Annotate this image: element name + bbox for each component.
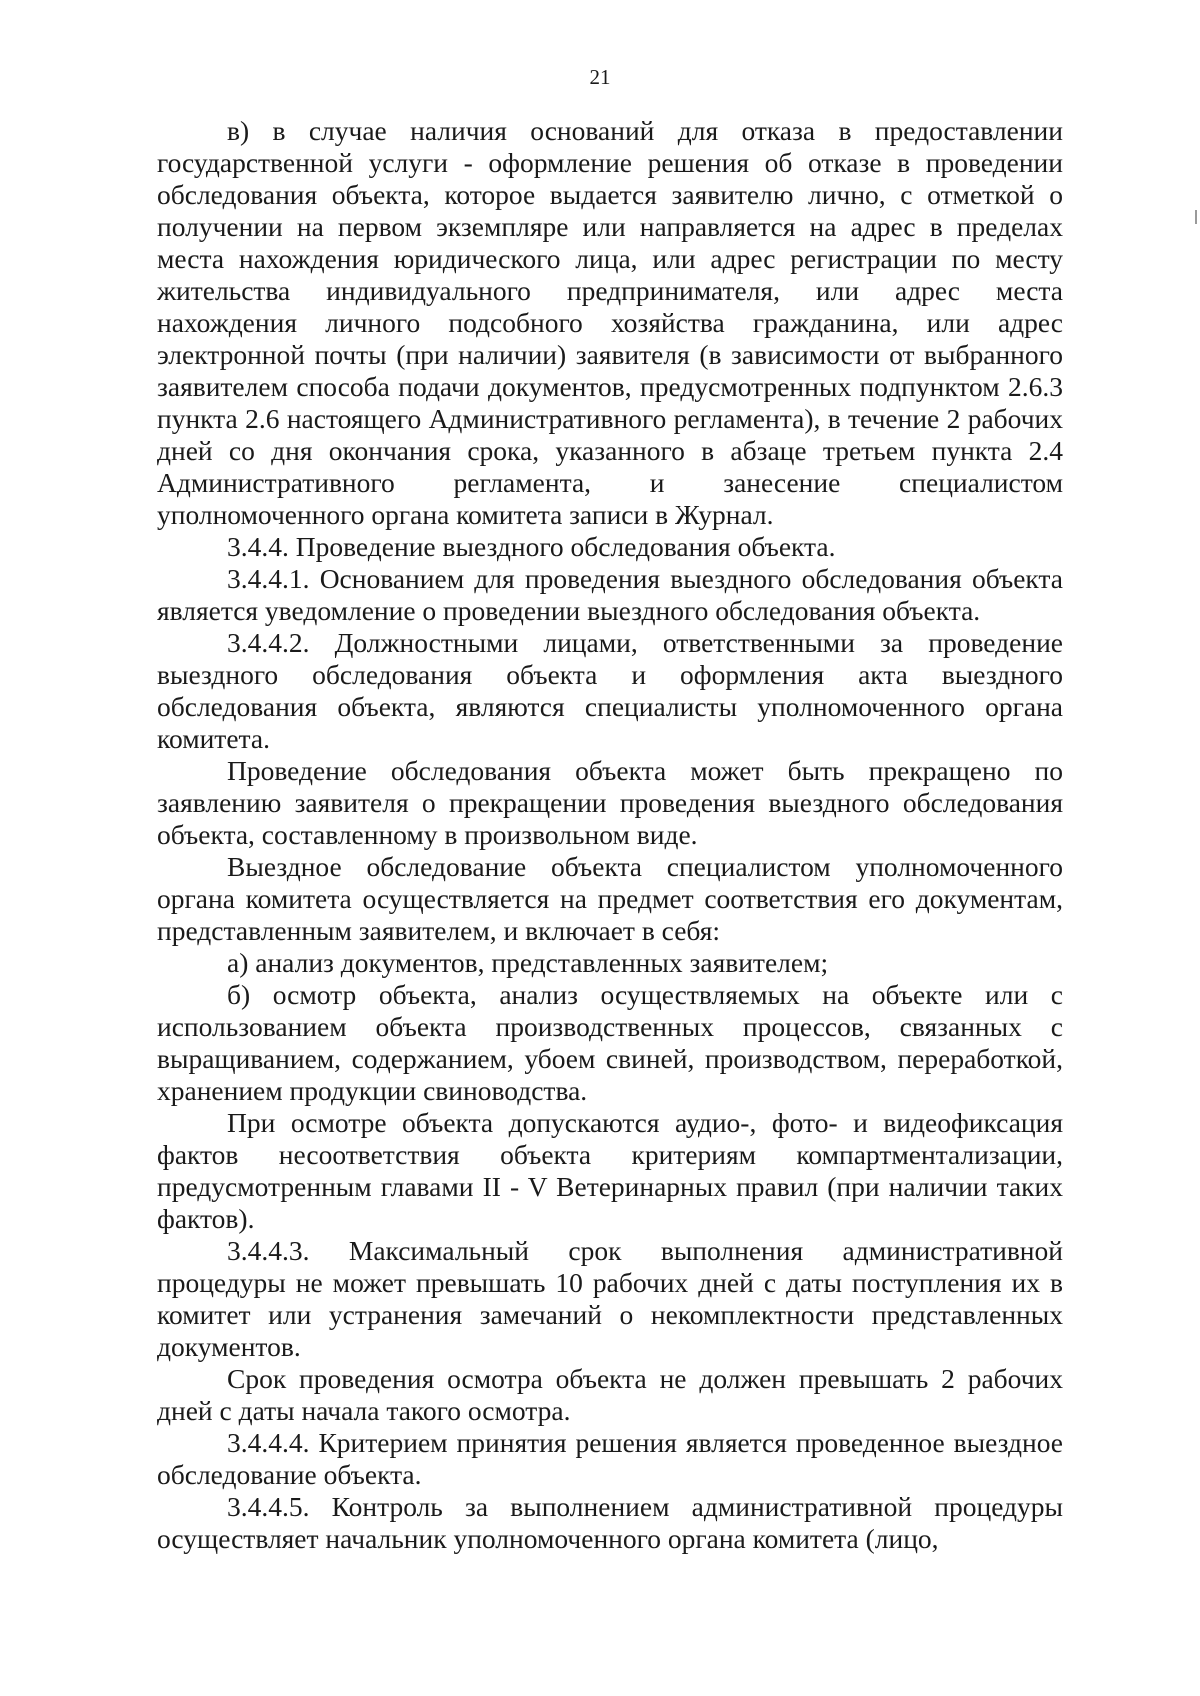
paragraph-3-4-4-heading: 3.4.4. Проведение выездного обследования объекта.: [227, 531, 836, 562]
paragraph-inspection-duration: Срок проведения осмотра объекта не должен превышать 2 рабочих дней с даты начала такого осмотра.: [157, 1363, 1063, 1426]
paragraph-3-4-4-4: 3.4.4.4. Критерием принятия решения является проведенное выездное обследование объекта.: [157, 1427, 1063, 1490]
paragraph-item-b: б) осмотр объекта, анализ осуществляемых на объекте или с использованием объекта производственных процессов, связанных с выращиванием, содержанием, убоем свиней, производством, переработкой, хранением продукции свиноводства.: [157, 979, 1063, 1106]
paragraph-recording: При осмотре объекта допускаются аудио-, фото- и видеофиксация фактов несоответствия объекта критериям компартментализации, предусмотренным главами II - V Ветеринарных правил (при наличии таких фактов).: [157, 1107, 1063, 1234]
paragraph-3-4-4-3: 3.4.4.3. Максимальный срок выполнения административной процедуры не может превышать 10 рабочих дней с даты поступления их в комитет или устранения замечаний о некомплектности представленных документов.: [157, 1235, 1063, 1362]
paragraph-inspection-termination: Проведение обследования объекта может быть прекращено по заявлению заявителя о прекращении проведения выездного обследования объекта, составленному в произвольном виде.: [157, 755, 1063, 850]
paragraph-v-refusal-decision: в) в случае наличия оснований для отказа в предоставлении государственной услуги - оформление решения об отказе в проведении обследования объекта, которое выдается заявителю лично, с отметкой о получении на первом экземпляре или направляется на адрес в пределах места нахождения юридического лица, или адрес регистрации по месту жительства индивидуального предпринимателя, или адрес места нахождения личного подсобного хозяйства гражданина, или адрес электронной почты (при наличии) заявителя (в зависимости от выбранного заявителем способа подачи документов, предусмотренных подпунктом 2.6.3 пункта 2.6 настоящего Административного регламента), в течение 2 рабочих дней со дня окончания срока, указанного в абзаце третьем пункта 2.4 Административного регламента, и занесение специалистом уполномоченного органа комитета записи в Журнал.: [157, 115, 1063, 530]
paragraph-3-4-4-2: 3.4.4.2. Должностными лицами, ответственными за проведение выездного обследования объекта и оформления акта выездного обследования объекта, являются специалисты уполномоченного органа комитета.: [157, 627, 1063, 754]
paragraph-item-a: а) анализ документов, представленных заявителем;: [227, 947, 829, 978]
page-number: 21: [589, 65, 611, 89]
scan-edge-mark: [1195, 210, 1197, 224]
paragraph-inspection-scope: Выездное обследование объекта специалистом уполномоченного органа комитета осуществляется на предмет соответствия его документам, представленным заявителем, и включает в себя:: [157, 851, 1063, 946]
document-body: [157, 115, 1063, 1555]
paragraph-3-4-4-1: 3.4.4.1. Основанием для проведения выездного обследования объекта является уведомление о проведении выездного обследования объекта.: [157, 563, 1063, 626]
paragraph-3-4-4-5: 3.4.4.5. Контроль за выполнением административной процедуры осуществляет начальник уполномоченного органа комитета (лицо,: [157, 1491, 1063, 1554]
